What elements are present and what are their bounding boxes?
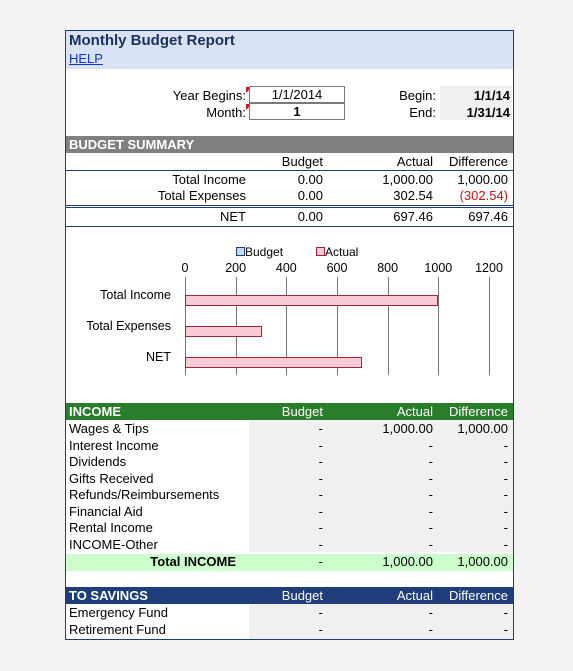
col-budget: Budget xyxy=(281,588,323,603)
summary-label: NET xyxy=(220,209,246,224)
month-label: Month: xyxy=(206,105,246,120)
income-header xyxy=(66,403,513,420)
summary-row-income xyxy=(66,172,513,188)
col-actual: Actual xyxy=(396,588,433,603)
income-diff[interactable]: - xyxy=(503,520,508,535)
income-total-budget: - xyxy=(318,554,323,569)
chart-category-label: Total Expenses xyxy=(86,319,171,333)
income-row xyxy=(66,520,513,536)
income-diff[interactable]: - xyxy=(503,454,508,469)
chart-bar-actual xyxy=(185,357,362,368)
savings-actual[interactable]: - xyxy=(428,622,433,637)
income-actual[interactable]: - xyxy=(428,487,433,502)
legend-swatch-actual xyxy=(316,247,325,256)
income-diff[interactable]: - xyxy=(503,487,508,502)
summary-diff-negative: (302.54) xyxy=(459,188,508,203)
col-budget: Budget xyxy=(281,154,323,169)
summary-chart xyxy=(66,228,513,400)
help-link[interactable]: HELP xyxy=(69,51,103,66)
summary-diff: 1,000.00 xyxy=(457,172,508,187)
income-total-label: Total INCOME xyxy=(150,554,236,569)
divider xyxy=(66,205,513,206)
summary-column-headers xyxy=(66,154,513,170)
chart-gridline xyxy=(388,277,389,375)
summary-row-expenses xyxy=(66,188,513,204)
income-budget[interactable]: - xyxy=(318,487,323,502)
savings-budget[interactable]: - xyxy=(318,622,323,637)
income-total-row xyxy=(66,554,513,571)
legend-budget xyxy=(236,245,283,259)
income-label[interactable]: Interest Income xyxy=(69,437,159,453)
report-title: Monthly Budget Report xyxy=(69,32,235,49)
income-diff[interactable]: - xyxy=(503,470,508,486)
savings-actual[interactable]: - xyxy=(428,605,433,620)
year-begins-input[interactable]: 1/1/2014 xyxy=(249,86,345,103)
col-budget: Budget xyxy=(281,404,323,419)
income-budget[interactable]: - xyxy=(318,536,323,552)
income-diff[interactable]: - xyxy=(503,536,508,552)
savings-label[interactable]: Retirement Fund xyxy=(69,622,166,637)
income-label[interactable]: Dividends xyxy=(69,454,127,469)
income-total-diff: 1,000.00 xyxy=(457,554,508,569)
savings-row xyxy=(66,605,513,621)
chart-category-label: Total Income xyxy=(100,287,171,302)
income-label[interactable]: Financial Aid xyxy=(69,503,143,519)
income-budget[interactable]: - xyxy=(318,421,323,436)
legend-label-budget: Budget xyxy=(245,245,284,259)
savings-row xyxy=(66,622,513,638)
col-difference: Difference xyxy=(448,588,508,603)
summary-actual: 1,000.00 xyxy=(382,172,433,187)
income-label[interactable]: Refunds/Reimbursements xyxy=(69,487,220,502)
income-heading: INCOME xyxy=(69,404,121,419)
end-label: End: xyxy=(409,105,436,120)
income-budget[interactable]: - xyxy=(318,470,323,486)
savings-diff[interactable]: - xyxy=(503,605,508,620)
income-label[interactable]: INCOME-Other xyxy=(69,536,158,552)
col-difference: Difference xyxy=(448,154,508,169)
col-actual: Actual xyxy=(396,154,433,169)
begin-label: Begin: xyxy=(399,88,436,103)
income-row xyxy=(66,537,513,553)
income-row xyxy=(66,487,513,503)
savings-diff[interactable]: - xyxy=(503,622,508,637)
summary-budget: 0.00 xyxy=(297,209,323,224)
income-diff[interactable]: - xyxy=(503,503,508,519)
summary-budget: 0.00 xyxy=(297,172,323,187)
income-row xyxy=(66,438,513,454)
summary-actual: 302.54 xyxy=(393,188,433,203)
income-label[interactable]: Rental Income xyxy=(69,520,153,535)
end-value: 1/31/14 xyxy=(466,105,510,120)
income-budget[interactable]: - xyxy=(318,437,323,453)
income-label[interactable]: Gifts Received xyxy=(69,470,154,486)
divider xyxy=(66,207,513,208)
savings-heading: TO SAVINGS xyxy=(69,588,148,603)
chart-x-tick-label: 800 xyxy=(377,261,399,275)
chart-gridline xyxy=(489,277,490,375)
chart-category-label: NET xyxy=(146,350,171,365)
legend-actual xyxy=(316,245,358,259)
chart-x-tick-label: 200 xyxy=(225,261,247,275)
income-row xyxy=(66,454,513,470)
divider xyxy=(66,226,513,227)
budget-summary-header xyxy=(66,136,513,153)
income-diff[interactable]: - xyxy=(503,437,508,453)
report-header xyxy=(66,31,513,69)
income-budget[interactable]: - xyxy=(318,454,323,469)
year-begins-label: Year Begins: xyxy=(172,88,246,103)
month-input[interactable]: 1 xyxy=(249,103,345,120)
chart-x-tick-label: 1000 xyxy=(424,261,453,275)
chart-x-tick-label: 400 xyxy=(275,261,297,275)
income-label[interactable]: Wages & Tips xyxy=(69,421,149,436)
chart-gridline xyxy=(438,277,439,375)
savings-label[interactable]: Emergency Fund xyxy=(69,605,168,620)
income-row xyxy=(66,504,513,520)
legend-label-actual: Actual xyxy=(325,245,359,259)
income-budget[interactable]: - xyxy=(318,503,323,519)
summary-budget: 0.00 xyxy=(297,188,323,203)
legend-swatch-budget xyxy=(236,247,245,256)
summary-diff: 697.46 xyxy=(468,209,508,224)
income-actual[interactable]: - xyxy=(428,536,433,552)
begin-value: 1/1/14 xyxy=(473,88,510,103)
chart-bar-actual xyxy=(185,295,438,306)
income-row xyxy=(66,471,513,487)
summary-row-net xyxy=(66,209,513,225)
income-actual[interactable]: - xyxy=(428,520,433,535)
summary-actual: 697.46 xyxy=(393,209,433,224)
income-actual[interactable]: - xyxy=(428,470,433,486)
col-difference: Difference xyxy=(448,404,508,419)
chart-x-tick-label: 0 xyxy=(181,261,189,275)
col-actual: Actual xyxy=(396,404,433,419)
summary-label: Total Income xyxy=(172,172,246,187)
income-row xyxy=(66,421,513,437)
savings-budget[interactable]: - xyxy=(318,605,323,620)
income-actual[interactable]: - xyxy=(428,503,433,519)
summary-label: Total Expenses xyxy=(157,188,246,203)
income-actual[interactable]: - xyxy=(428,437,433,453)
divider xyxy=(66,170,513,171)
income-diff[interactable]: 1,000.00 xyxy=(457,421,508,436)
income-actual[interactable]: 1,000.00 xyxy=(382,421,433,436)
chart-bar-actual xyxy=(185,326,262,337)
chart-x-tick-label: 1200 xyxy=(475,261,503,275)
income-actual[interactable]: - xyxy=(428,454,433,469)
income-budget[interactable]: - xyxy=(318,520,323,535)
chart-x-tick-label: 600 xyxy=(326,261,348,275)
budget-sheet xyxy=(65,30,514,640)
budget-summary-heading: BUDGET SUMMARY xyxy=(69,137,195,152)
income-total-actual: 1,000.00 xyxy=(382,554,433,569)
savings-header xyxy=(66,587,513,604)
